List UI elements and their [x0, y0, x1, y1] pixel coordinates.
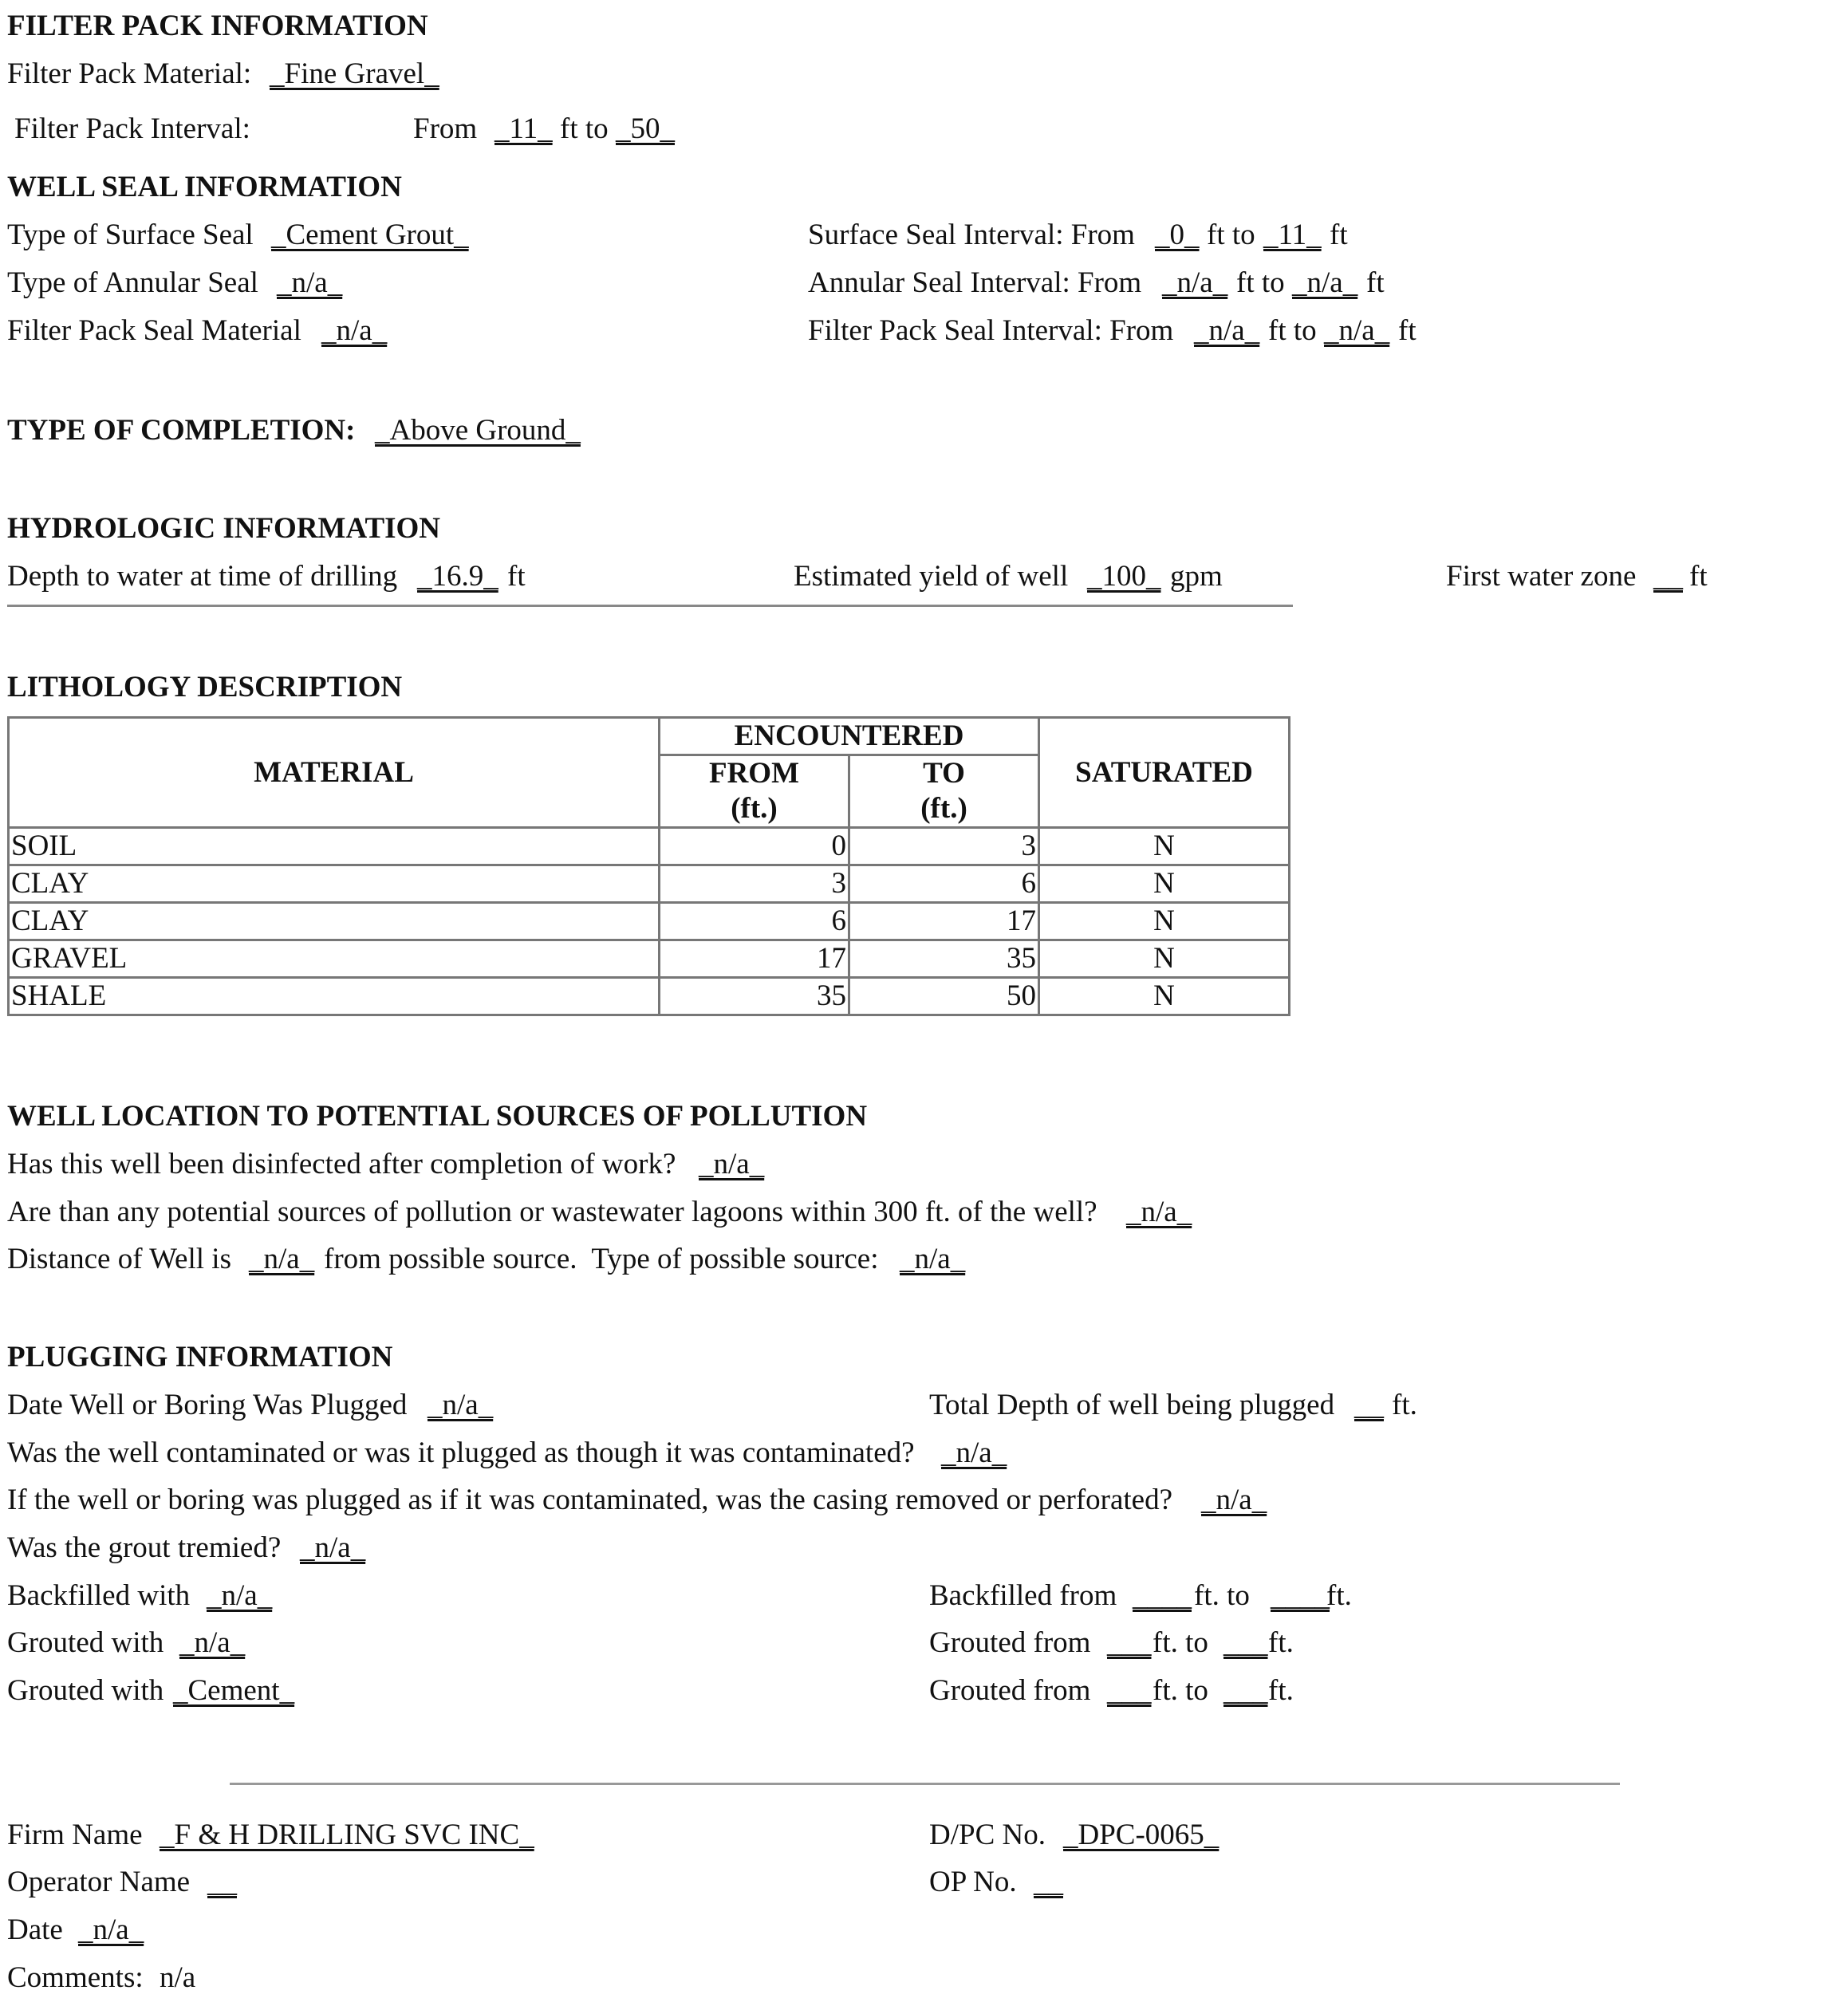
fp-seal-to-value: _n/a_: [1324, 314, 1390, 347]
col-from-unit: (ft.): [731, 792, 778, 825]
pollution-heading: WELL LOCATION TO POTENTIAL SOURCES OF POLLUTION: [7, 1100, 868, 1133]
material-cell: CLAY: [9, 865, 660, 903]
estimated-yield-unit: gpm: [1170, 560, 1223, 593]
estimated-yield-label: Estimated yield of well: [794, 560, 1069, 593]
operator-name-label: Operator Name: [7, 1866, 191, 1898]
surface-seal-type-label: Type of Surface Seal: [7, 219, 254, 251]
disinfected-value: _n/a_: [699, 1148, 765, 1180]
op-no-label: OP No.: [929, 1866, 1017, 1898]
to-cell: 17: [849, 903, 1039, 940]
date-label: Date: [7, 1913, 63, 1946]
surface-seal-unit: ft: [1330, 219, 1348, 251]
grouted-from-label-1: Grouted from: [929, 1626, 1091, 1659]
plugging-heading: PLUGGING INFORMATION: [7, 1341, 393, 1373]
grouted-to-value-2: ___: [1223, 1674, 1268, 1707]
signature-divider: [230, 1783, 1620, 1785]
lithology-table: [7, 716, 1290, 1016]
well-seal-heading: WELL SEAL INFORMATION: [7, 171, 402, 203]
from-cell: 17: [660, 940, 849, 978]
comments-label: Comments:: [7, 1961, 144, 1994]
fp-seal-from-value: _n/a_: [1194, 314, 1260, 347]
date-value: _n/a_: [78, 1913, 144, 1946]
date-plugged-value: _n/a_: [428, 1389, 494, 1421]
from-cell: 3: [660, 865, 849, 903]
dpc-no-value: _DPC-0065_: [1063, 1819, 1220, 1851]
depth-to-water-value: _16.9_: [417, 560, 498, 593]
grouted-from-label-2: Grouted from: [929, 1674, 1091, 1707]
filter-pack-from-label: From: [413, 112, 478, 145]
completion-value: _Above Ground_: [375, 414, 581, 447]
grouted-from-value-2: ___: [1107, 1674, 1152, 1707]
grouted-to-value-1: ___: [1223, 1626, 1268, 1659]
distance-value: _n/a_: [249, 1243, 315, 1275]
col-from-header: [660, 755, 849, 828]
annular-seal-to-label: ft to: [1236, 266, 1285, 299]
tremied-label: Was the grout tremied?: [7, 1531, 282, 1564]
op-no-value: __: [1034, 1866, 1063, 1898]
first-water-zone-label: First water zone: [1446, 560, 1637, 593]
saturated-cell: N: [1039, 940, 1290, 978]
estimated-yield-value: _100_: [1087, 560, 1161, 593]
col-from-label: FROM: [708, 757, 800, 790]
grouted-to-label-1: ft. to: [1153, 1626, 1208, 1659]
filter-pack-to-label: ft to: [560, 112, 609, 145]
fp-seal-unit: ft: [1398, 314, 1417, 347]
total-depth-unit: ft.: [1392, 1389, 1417, 1421]
fp-seal-material-value: _n/a_: [321, 314, 388, 347]
section-divider: [7, 605, 1293, 607]
completion-label: TYPE OF COMPLETION:: [7, 414, 356, 447]
contaminated-label: Was the well contaminated or was it plugged as though it was contaminated?: [7, 1436, 915, 1469]
fp-seal-material-label: Filter Pack Seal Material: [7, 314, 301, 347]
col-to-label: TO: [923, 757, 965, 790]
surface-seal-from-value: _0_: [1155, 219, 1200, 251]
surface-seal-interval-label: Surface Seal Interval: From: [808, 219, 1135, 251]
material-cell: SHALE: [9, 978, 660, 1015]
col-encountered-header: ENCOUNTERED: [660, 718, 1039, 755]
pollution-sources-value: _n/a_: [1126, 1196, 1192, 1228]
hydrologic-heading: HYDROLOGIC INFORMATION: [7, 512, 441, 545]
source-type-value: _n/a_: [900, 1243, 966, 1275]
grouted-unit-2: ft.: [1268, 1674, 1294, 1707]
grouted-with-label-2: Grouted with: [7, 1674, 164, 1707]
annular-seal-type-label: Type of Annular Seal: [7, 266, 258, 299]
col-saturated-header: SATURATED: [1039, 718, 1290, 828]
casing-value: _n/a_: [1201, 1484, 1267, 1516]
grouted-with-label-1: Grouted with: [7, 1626, 164, 1659]
filter-pack-material-value: _Fine Gravel_: [270, 57, 439, 90]
to-cell: 6: [849, 865, 1039, 903]
backfilled-from-value: ____: [1133, 1579, 1192, 1612]
backfilled-with-label: Backfilled with: [7, 1579, 191, 1612]
backfilled-with-value: _n/a_: [207, 1579, 273, 1612]
total-depth-label: Total Depth of well being plugged: [929, 1389, 1335, 1421]
filter-pack-from-value: _11_: [495, 112, 553, 145]
casing-label: If the well or boring was plugged as if it was contaminated, was the casing removed or perforated?: [7, 1484, 1173, 1516]
filter-pack-to-value: _50_: [616, 112, 675, 145]
material-cell: GRAVEL: [9, 940, 660, 978]
date-plugged-label: Date Well or Boring Was Plugged: [7, 1389, 408, 1421]
first-water-zone-unit: ft: [1689, 560, 1708, 593]
backfilled-to-value: ____: [1271, 1579, 1330, 1612]
annular-seal-from-value: _n/a_: [1162, 266, 1228, 299]
to-cell: 35: [849, 940, 1039, 978]
table-row: [9, 940, 1290, 978]
table-row: [9, 903, 1290, 940]
table-row: [9, 978, 1290, 1015]
col-material-header: MATERIAL: [9, 718, 660, 828]
backfilled-to-label: ft. to: [1194, 1579, 1250, 1612]
total-depth-value: __: [1354, 1389, 1384, 1421]
saturated-cell: N: [1039, 865, 1290, 903]
col-to-unit: (ft.): [920, 792, 967, 825]
fp-seal-interval-label: Filter Pack Seal Interval: From: [808, 314, 1174, 347]
first-water-zone-value: __: [1653, 560, 1683, 593]
table-row: [9, 828, 1290, 865]
depth-to-water-unit: ft: [507, 560, 526, 593]
pollution-sources-label: Are than any potential sources of pollution or wastewater lagoons within 300 ft. of the well?: [7, 1196, 1097, 1228]
filter-pack-material-label: Filter Pack Material:: [7, 57, 252, 90]
backfilled-unit: ft.: [1326, 1579, 1352, 1612]
filter-pack-interval-label: Filter Pack Interval:: [14, 112, 250, 145]
backfilled-from-label: Backfilled from: [929, 1579, 1117, 1612]
saturated-cell: N: [1039, 828, 1290, 865]
operator-name-value: __: [207, 1866, 237, 1898]
contaminated-value: _n/a_: [941, 1436, 1007, 1469]
tremied-value: _n/a_: [300, 1531, 366, 1564]
firm-name-label: Firm Name: [7, 1819, 143, 1851]
from-cell: 35: [660, 978, 849, 1015]
source-type-label: from possible source. Type of possible source:: [324, 1243, 879, 1275]
saturated-cell: N: [1039, 978, 1290, 1015]
to-cell: 50: [849, 978, 1039, 1015]
from-cell: 0: [660, 828, 849, 865]
surface-seal-type-value: _Cement Grout_: [271, 219, 469, 251]
annular-seal-interval-label: Annular Seal Interval: From: [808, 266, 1142, 299]
surface-seal-to-label: ft to: [1207, 219, 1255, 251]
filter-pack-heading: FILTER PACK INFORMATION: [7, 10, 428, 42]
surface-seal-to-value: _11_: [1263, 219, 1322, 251]
table-row: [9, 865, 1290, 903]
grouted-with-value-2: _Cement_: [173, 1674, 295, 1707]
from-cell: 6: [660, 903, 849, 940]
grouted-with-value-1: _n/a_: [179, 1626, 246, 1659]
lithology-heading: LITHOLOGY DESCRIPTION: [7, 671, 403, 703]
distance-label: Distance of Well is: [7, 1243, 231, 1275]
col-to-header: [849, 755, 1039, 828]
firm-name-value: _F & H DRILLING SVC INC_: [160, 1819, 534, 1851]
saturated-cell: N: [1039, 903, 1290, 940]
annular-seal-type-value: _n/a_: [277, 266, 343, 299]
disinfected-label: Has this well been disinfected after completion of work?: [7, 1148, 676, 1180]
annular-seal-unit: ft: [1366, 266, 1385, 299]
depth-to-water-label: Depth to water at time of drilling: [7, 560, 398, 593]
grouted-unit-1: ft.: [1268, 1626, 1294, 1659]
annular-seal-to-value: _n/a_: [1292, 266, 1358, 299]
material-cell: CLAY: [9, 903, 660, 940]
to-cell: 3: [849, 828, 1039, 865]
fp-seal-to-label: ft to: [1268, 314, 1317, 347]
comments-value: n/a: [160, 1961, 196, 1994]
grouted-from-value-1: ___: [1107, 1626, 1152, 1659]
grouted-to-label-2: ft. to: [1153, 1674, 1208, 1707]
material-cell: SOIL: [9, 828, 660, 865]
dpc-no-label: D/PC No.: [929, 1819, 1046, 1851]
